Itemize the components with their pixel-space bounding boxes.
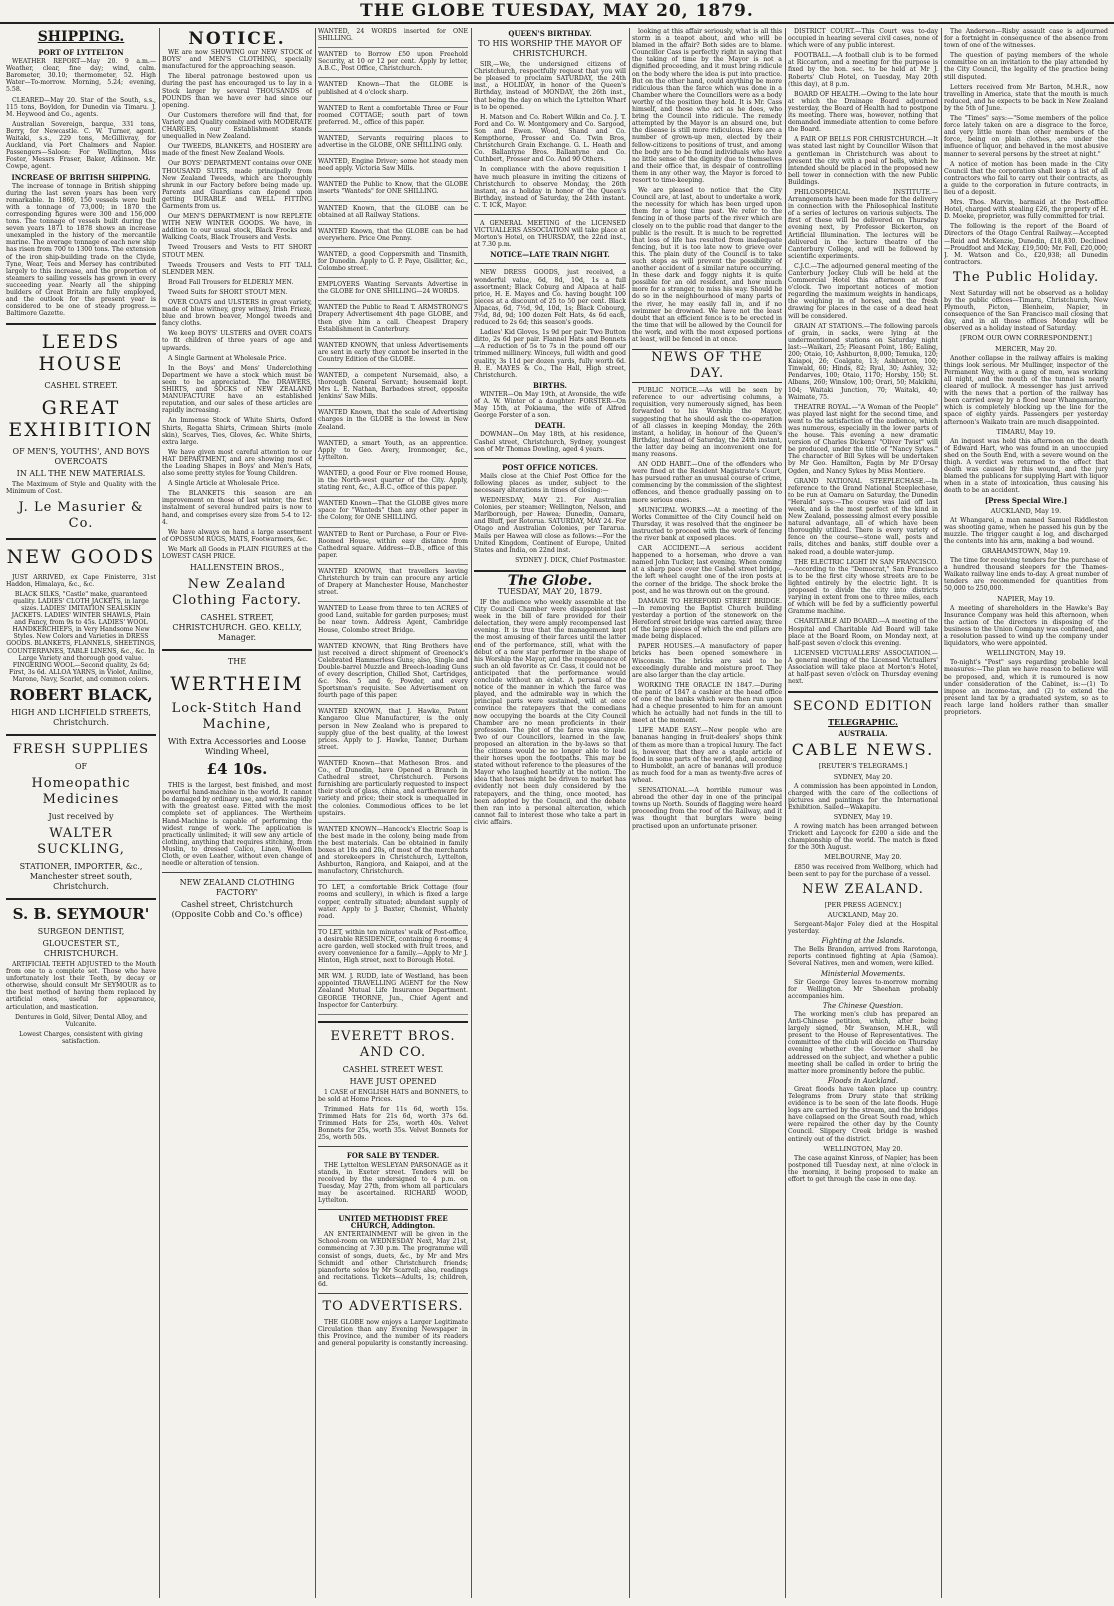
post-office-items: WEDNESDAY, MAY 21. For Australian Colonies, per steamer; Wellington, Nelson, and Marlborough, per Hawea; Dunedin, Oamaru, and Bluff, per Rotorua. SATURDAY, MAY 24. For Otago and Australian Colonies, per Tararua. Mails per Hawea will close as follows:—For the United Kingdom, Continent of Europe, United States and India, on 22nd inst. xyxy=(474,497,626,554)
notice-paragraph: We Mark all Goods in PLAIN FIGURES at the LOWEST CASH PRICE. xyxy=(162,545,312,560)
wertheim-the: THE xyxy=(227,657,247,667)
news-paragraph: MUNICIPAL WORKS.—At a meeting of the Works Committee of the City Council held on Thursday, it was resolved that the engineer be instructed to proceed with the work of fencing the river bank at exposed places. xyxy=(632,506,782,542)
dateline-timaru: TIMARU, May 19. xyxy=(996,427,1056,436)
classified-ad xyxy=(318,251,468,278)
column-rule xyxy=(159,28,160,1598)
news-paragraph: SENSATIONAL.—A horrible rumour was abroad the other day in one of the principal towns up North. Sounds of flagging were heard proceeding from the roof of the Railway, and it was thought that burglars were being practised upon an unfortunate prisoner. xyxy=(632,787,782,830)
post-office-heading: POST OFFICE NOTICES. xyxy=(502,462,598,472)
divider xyxy=(474,570,626,572)
floods-heading: Floods in Auckland. xyxy=(827,1076,899,1085)
classified-ad xyxy=(318,158,468,178)
classified-ad-text: WANTED to Rent a comfortable Three or Four roomed COTTAGE; south part of town preferred. M., office of this paper. xyxy=(318,104,468,126)
notice-paragraph: The liberal patronage bestowed upon us during the past has encouraged us to lay in a Stock larger by several THOUSANDS of POUNDS than we have ever had since our opening. xyxy=(162,73,312,109)
birthday-reply: In compliance with the above requisition I have much pleasure in inviting the citizens of Christchurch to observe Monday, the 26th instant, as a holiday in honor of the Queen's Birthday, instead of Saturday, the 24th instant. C. T. ICK, Mayor. xyxy=(474,166,626,209)
local-paragraph: FOOTBALL.—A football club is to be formed at Riccarton, and a meeting for the purpose is fixed by the hon. sec. to be held at Mr J. Roberts' Club Hotel, on Tuesday, May 20th (this day), at 8 p.m. xyxy=(788,52,938,88)
leader-article: IF the audience who weekly assemble at the City Council Chamber were disappointed last week in the bill of fare provided for their delectation, they were amply recompensed last evening. It is true that the management kept the most amusing of their farces until the latter end of the performance, still, what with the début of a new star performer in the shape of his Worship the Mayor, and the reappearance of such an old favorite as Cr. Cass, it could not be anticipated that the performance would conclude without an éclat. A perusal of the notice of the manner in which the farce was played, and the admirable way in which the principal parts were sustained, will at once convince the ratepayers that the comedians now occupying the boards at the City Council Chamber are no mean proficients in their profession. The plot of the farce was simple. Two of our Councillors, learned in the law, proposed an alteration in the by-laws so that the citizens would be no longer able to lead their horses upon the footpaths. This may be stated without reference to the pleasures of the Mayor who laughed heartily at the notion. The idea that horses might be driven to market has evidently not been duly considered by the ratepayers, and the thing, once mooted, has been adopted by the Council, and the debate then ran into a personal altercation, which cannot fail to interest those who take a part in civic affairs. xyxy=(474,599,626,826)
classified-ad xyxy=(318,372,468,406)
news-paragraph: PUBLIC NOTICE.—As will be seen by reference to our advertising columns, a requisition, very numerously signed, has been forwarded to his Worship the Mayor, suggesting that he should ask the co-operation of all classes in keeping Monday, the 26th instant, a holiday, in honour of the Queen's Birthday, instead of Saturday, the 24th instant, the latter day being an inconvenient one for many reasons. xyxy=(632,387,782,458)
fighting-heading: Fighting at the Islands. xyxy=(821,937,905,946)
wertheim-title: WERTHEIM xyxy=(170,673,304,696)
classified-ad xyxy=(318,342,468,369)
local-paragraph: GRAIN AT STATIONS.—The following parcels of grain, in sacks, were lying at the undermentioned stations on Saturday night last:—Waikari, 25; Pleasant Point, 186; Ealing, 200; Otaio, 10; Ashburton, 8,000; Temuka, 120; Kaiapoi, 26; Coalgate, 13; Ashburton, 100; Tinwald, 60; Hinds, 82; Ryal, 30; Ashley, 32; Pendarves, 100; Otaio, 1170; Horsby, 150; St. Albans, 260; Winslow, 100; Orari, 50; Makikihi, 104; Waitaki Junction, 70; Waitaki, 40; Waimate, 75. xyxy=(788,322,938,401)
misc-paragraph: Mrs. Thos. Marvin, barmaid at the Post-office Hotel, charged with stealing £26, the property of H. D. Moeke, proprietor, was fully committed for trial. xyxy=(944,199,1108,221)
everett-street: CASHEL STREET WEST. xyxy=(342,1064,444,1074)
notice-heading: NOTICE. xyxy=(188,29,286,49)
late-train-title: NOTICE—LATE TRAIN NIGHT. xyxy=(490,250,610,260)
classified-ad-text: WANTED Known, that the GLOBE can be obtained at all Railway Stations. xyxy=(318,204,468,219)
chinese-text: The working men's club has prepared an Anti-Chinese petition, which, after being largely signed, Mr Swanson, M.H.R., will present to the House of Representatives. The committee of the club will decide on Thursday evening whether the Governor shall be addressed on the subject, and whether a public meeting shall be called in order to bring the matter more prominently before the public. xyxy=(788,1010,938,1075)
press-special-wire-heading: [Press Special Wire.] xyxy=(984,496,1068,506)
news-paragraph: PAPER HOUSES.—A manufactory of paper bricks has been opened somewhere in Wisconsin. The bricks are said to be exceedingly durable and moisture proof. They are also larger than the clay article. xyxy=(632,643,782,679)
classified-ad-text: WANTED, a good Four or Five roomed House, in the North-west quarter of the City. Apply, stating rent, &c., A.B.C., office of this paper. xyxy=(318,469,468,492)
nzcf2-sub: Cashel street, Christchurch (Opposite Cobb and Co.'s office) xyxy=(171,900,303,920)
classified-ad xyxy=(318,105,468,132)
new-goods-title: NEW GOODS xyxy=(6,545,156,568)
seymour-title: S. B. SEYMOUR' xyxy=(12,904,150,923)
classified-ad-text: WANTED KNOWN—Hancock's Electric Soap is the best made in the colony, being made from the best materials. Can be obtained in family boxes at 10s and 20s, of most of the merchants and storekeepers in Christchurch, Lyttelton, Ashburton, Rangiora, and Kaiapoi, and at the manufactory, Christchurch. xyxy=(318,825,468,876)
ministerial-text: Sir George Grey leaves to-morrow morning for Wellington. Mr Sheehan probably accompanies him. xyxy=(788,978,938,1000)
cable-news-heading: CABLE NEWS. xyxy=(791,740,935,760)
deaths-text: DOWMAN—On May 18th, at his residence, Cashel street, Christchurch, Sydney, youngest son of Mr Thomas Dowling, aged 4 years. xyxy=(474,431,626,453)
births-text: WINTER—On May 19th, at Avonside, the wife of A. W. Winter of a daughter. FORSTER—On May 15th, at Pokiauma, the wife of Alfred George Forster of a son. xyxy=(474,390,626,420)
notice-paragraph: An Immense Stock of White Shirts, Oxford Shirts, Regatta Shirts, Crimean Shirts (mole skin), Scarves, Ties, Gloves, &c. White Shirts, extra large. xyxy=(162,417,312,446)
misc-paragraph: The Anderson—Risby assault case is adjourned for a fortnight in consequence of the absence from town of one of the witnesses. xyxy=(944,28,1108,50)
misc-paragraphs xyxy=(944,28,1108,266)
seymour-street: GLOUCESTER ST., CHRISTCHURCH. xyxy=(42,938,120,958)
column-rule xyxy=(471,28,472,1598)
classified-ad xyxy=(318,181,468,201)
dress-goods-text: NEW DRESS GOODS, just received, a wonderful value, 6d, 8d, 10d, 1s a full assortment; Black Coburg and Alpaca at half-price, H. E. Mayes and Co. having bought 100 pieces at a discount of 25 to 50 per cent. Black Alpacas, 6d, 7½d, 9d, 10d, 1s; Black Cobourg, 7½d, 8d, 9d; 100 dozen Felt Hats, 4s 6d each, reduced to 2s 6d; this season's goods. xyxy=(474,269,626,327)
notice-paragraph: OVER COATS and ULSTERS in great variety, made of blue witney, grey witney, Irish Frieze, blue and brown beaver, Mongol tweeds and fancy cloths. xyxy=(162,299,312,328)
column-rule xyxy=(785,28,786,1598)
divider xyxy=(474,214,626,215)
press-agency-tag: [PER PRESS AGENCY.] xyxy=(824,900,902,909)
notice-paragraph: Tweed Trousers and Vests to FIT SHORT STOUT MEN. xyxy=(162,244,312,259)
auckland-text: Sergeant-Major Foley died at the Hospital yesterday. xyxy=(788,920,938,936)
classified-ad-text: WANTED the Public to Read T. ARMSTRONG'S Drapery Advertisement 4th page GLOBE, and then give him a call. Cheapest Drapery Establishment in Canterbury. xyxy=(318,304,468,333)
classified-ad-text: WANTED to Rent or Purchase, a Four or Five-Roomed House, within easy distance from Cathedral square. Address—D.B., office of this paper. xyxy=(318,530,468,559)
column-6 xyxy=(788,28,938,1598)
classified-ad xyxy=(318,228,468,248)
column-5 xyxy=(632,28,782,1598)
grahamstown-text: The time for receiving tenders for the purchase of a hundred thousand sleepers for the Thames-Waikato railway line ends to-day. A great number of tenders are recommended for quantities from 50,000 to 250,000. xyxy=(944,557,1108,593)
divider xyxy=(318,1293,468,1294)
tender-title: FOR SALE BY TENDER. xyxy=(346,1151,440,1161)
classified-ad xyxy=(318,531,468,565)
classified-ad-text: WANTED KNOWN, that travellers leaving Christchurch by train can procure any article of Drapery at Manchester House, Manchester street. xyxy=(318,567,468,597)
classified-ad xyxy=(318,708,468,757)
seymour-text: ARTIFICIAL TEETH ADJUSTED to the Mouth from one to a complete set. Those who have unfortunately lost their Teeth, by decay or otherwise, should consult Mr SEYMOUR as to the best method of having them replaced by artificial ones, useful for appearance, articulation, and mastication. xyxy=(6,960,156,1011)
nzcf2-title: NEW ZEALAND CLOTHING FACTORY' xyxy=(179,878,295,898)
column-4 xyxy=(474,28,626,1598)
classified-ad xyxy=(318,28,468,48)
telegraphic-heading: TELEGRAPHIC. xyxy=(828,717,898,728)
homeopathic-sub: Just received by xyxy=(48,811,114,821)
new-goods-list: BLACK SILKS, "Castle" make, guaranteed quality. LADIES' CLOTH JACKETS, in large sizes. LADIES' IMITATION SEALSKIN JACKETS. LADIES' WINTER SHAWLS, Plain and Fancy, from 9s to 45s. LADIES' WOOL HANDKERCHIEFS, in Very Handsome New Styles. New Colors and Varieties in DRESS GOODS. BLANKETS, FLANNELS, SHEETINGS, COUNTERPANES, TABLE LINENS, &c., &c. In Large Variety and thorough good value. FINGERING WOOL—Second quality, 2s 6d; First, 3s 6d. ALLOA YARNS, in Violet, Aniline, Marone, Navy, Scarlet, and common colors. xyxy=(6,590,156,683)
second-edition-heading: SECOND EDITION xyxy=(793,699,933,715)
local-paragraph: DISTRICT COURT.—This Court was to-day occupied in hearing several civil cases, none of which were of any public interest. xyxy=(788,28,938,50)
robert-black-sub: HIGH AND LICHFIELD STREETS, Christchurch. xyxy=(11,707,151,727)
local-paragraph: THEATRE ROYAL.—"A Woman of the People" was played last night for the second time, and went to the satisfaction of the audience, which was numerous, especially in the lower parts of the house. This evening a new dramatic version of Charles Dickens' "Oliver Twist" will be produced, under the title of "Nancy Sykes." The character of Bill Sykes will be undertaken by Mr Geo. Hamilton, Fagin by Mr D'Orsay Ogden, and Nancy Sykes by Miss Montiere. xyxy=(788,403,938,475)
classified-ad-text: WANTED Known—That the GLOBE gives more space for "Wanteds" than any other paper in the Colony, for ONE SHILLING. xyxy=(318,500,468,522)
classified-ad-text: WANTED, a good Coppersmith and Tinsmith, for Dunedin. Apply to G. P. Paye, Gisilitter, &c., Colombo street. xyxy=(318,250,468,273)
shipping-heading: SHIPPING. xyxy=(37,29,125,45)
divider xyxy=(6,898,156,900)
methodist-title: UNITED METHODIST FREE CHURCH, Addington. xyxy=(338,1214,448,1231)
sydney-1-text: A commission has been appointed in London, charged with the care of the collections of pictures and paintings for the International Exhibition. Sailed—Wakapitu. xyxy=(788,782,938,811)
classified-ad-text: WANTED Known—that Matheson Bros. and Co., of Dunedin, have Opened a Branch in Cathedral street, Christchurch. Persons furnishing are particularly requested to inspect their stock of glass, china, and earthenware for variety and price; their stock is unequalled in the colonies. Commodious offices to be let upstairs. xyxy=(318,759,468,817)
divider xyxy=(162,649,312,651)
great-exhibition-text: The Maximum of Style and Quality with the Minimum of Cost. xyxy=(6,481,156,496)
wertheim-accessories: With Extra Accessories and Loose Winding Wheel, xyxy=(168,737,306,757)
column-rule xyxy=(315,28,316,1598)
auckland-19-text: At Whangarei, a man named Samuel Riddleston was shooting game, when he passed his gun by the muzzle. The trigger caught a log, and discharged the contents into his arm, making a bad wound. xyxy=(944,516,1108,545)
imports-heading: INCREASE OF BRITISH SHIPPING. xyxy=(11,172,151,182)
classified-ad xyxy=(318,440,468,467)
divider xyxy=(788,691,938,693)
classified-ad-text: WANTED Known, that the scale of Advertising charges in the GLOBE is the lowest in New Zealand. xyxy=(318,409,468,431)
birthday-names: H. Matson and Co. Robert Wilkin and Co. J. T. Ford and Co. W. Montgomery and Co. Sargood, Son and Ewen. Wood, Shand and Co. Kempthorne, Prosser and Co. Twin Bros, Christchurch Grain Exchange. G. L. Heath and Co. Ballantyne Bros. Ballantyne and Co. Cuthbert, Prosser and Co. And 90 Others. xyxy=(474,113,626,164)
divider xyxy=(6,323,156,325)
divider xyxy=(318,1146,468,1147)
notice-paragraph: We have given most careful attention to our HAT DEPARTMENT, and are showing most of the Leading Shapes in Boys' and Men's Hats, also some pretty styles for Young Children. xyxy=(162,448,312,478)
local-paragraphs xyxy=(788,28,938,685)
everett-title: EVERETT BROS. AND CO. xyxy=(330,1028,456,1060)
sydney-2-text: A rowing match has been arranged between Trickett and Laycock for £200 a side and the championship of the world. The match is fixed for the 30th August. xyxy=(788,823,938,852)
hallenstein-name: HALLENSTEIN BROS., xyxy=(189,563,285,573)
misc-paragraph: The question of paying members of the whole committee on an invitation to the play attended by the City Council, the legality of the practice being still disputed. xyxy=(944,52,1108,81)
nzcf-street: CASHEL STREET, CHRISTCHURCH. GEO. KELLY, Manager. xyxy=(172,613,302,643)
news-paragraph: AN ODD HABIT.—One of the offenders who were fined at the Resident Magistrate's Court, has pursued rather an unusual course of crime, commencing by the commission of the slightest offences, and thence gradually passing on to more serious ones. xyxy=(632,461,782,504)
notice-paragraph: In the Boys' and Mens' Underclothing Department we have a stock which must be seen to be appreciated. The DRAWERS, SHIRTS, and SOCKS of NEW ZEALAND MANUFACTURE have an established reputation, and our sales of these articles are rapidly increasing. xyxy=(162,364,312,415)
classified-ad xyxy=(318,135,468,155)
classified-ad xyxy=(318,500,468,527)
advertisers-title: TO ADVERTISERS. xyxy=(322,1299,464,1314)
dateline-napier: NAPIER, May 19. xyxy=(997,594,1055,603)
leader-continued: looking at this affair seriously, what is all this storm in a teapot about, and who will be blamed in the affair? Both sides are to blame. Councillor Cass is perfectly right in saying that the taking of time by the Mayor is not a dignified proceeding, and it must bring ridicule on the body where the idea is put into practice. But on the other hand, could anything be more ridiculous than the farce which was done in a Chamber where the Councillors were as a body worthy of the position they hold. It is Mr. Cass himself, and those who act as he does, who bring the Council into ridicule. The remedy attempted by the Mayor is an absurd one, but the disease is still more ridiculous. Here are a number of grown-up men, elected by their fellow-citizens to positions of trust, and among the body are to be found individuals who have no little sense of the dignity due to themselves and their office that, in despair of controlling them in any other way, the Mayor is forced to resort to time-keeping. xyxy=(632,28,782,184)
misc-paragraph: Letters received from Mr Barton, M.H.R., now travelling in America, state that the mouth is much reduced, and he expects to be back in New Zealand by the 5th of June. xyxy=(944,83,1108,112)
birthday-text: SIR,—We, the undersigned citizens of Christchurch, respectfully request that you will be pleased to proclaim SATURDAY, the 24th inst., a HOLIDAY, in honor of the Queen's Birthday, instead of MONDAY, the 26th inst., that being the day on which the Lyttelton Wharf is to be opened. xyxy=(474,61,626,111)
advertisers-text: THE GLOBE now enjoys a Larger Legitimate Circulation than any Evening Newspaper in this Province, and the number of its readers and general popularity is constantly increasing. xyxy=(318,1319,468,1348)
napier-text: A meeting of shareholders in the Hawke's Bay Insurance Company was held this afternoon, when the action of the directors in disposing of the business to the Union Company was confirmed, and a resolution passed to wind up the company under liquidators, who were appointed. xyxy=(944,604,1108,648)
methodist-text: AN ENTERTAINMENT will be given in the School-room on WEDNESDAY Next, May 21st, commencing at 7.30 p.m. The programme will consist of songs, duets, &c., by Mr and Mrs Schmidt and other Christchurch friends; pianoforte solos by Mr Scarrell; also, readings and recitations. Tickets—Adults, 1s; children, 6d. xyxy=(318,1231,468,1288)
imports-text: The increase of tonnage in British shipping during the last seven years has been very remarkable. In 1860, 150 vessels were built with a tonnage of 73,000; in 1870 the corresponding figures were 300 and 156,000 tons. The tonnage of vessels built during the seven years 1871 to 1878 shows an increase unexampled in the history of the mercantile marine. The average tonnage of each new ship has risen from 700 to 1300 tons. The extension of the iron ship-building trade on the Clyde, Tyne, Wear, Tees and Mersey has contributed largely to this increase, and the proportion of steamers to sailing vessels has grown in every succeeding year. Nearly all the shipping builders of Great Britain are fully employed, and the outlook for the present year is considered to be one of steady progress.—Baltimore Gazette. xyxy=(6,182,156,318)
great-exhibition-sub: OF MEN'S, YOUTHS', AND BOYS OVERCOATS xyxy=(12,447,150,467)
notice-paragraph: We keep BOYS' ULSTERS and OVER COATS to fit children of three years of age and upwards. xyxy=(162,330,312,352)
column-rule xyxy=(629,28,630,1598)
local-paragraph: GRAND NATIONAL STEEPLECHASE.—In reference to the Grand National Steeplechase, to be run at Oamaru on Saturday, the Dunedin "Herald" says:—The course was laid off last week, and is the most perfect of the kind in New Zealand, possessing almost every possible natural advantage, all of which have been thoroughly utilized. There is every variety of fence on the course—stone wall, posts and rails, ditches and banks, stiff double over a naked road, a double water-jump. xyxy=(788,477,938,556)
suckling-sub: STATIONER, IMPORTER, &c., Manchester street south, Christchurch. xyxy=(19,861,143,891)
wertheim-text: THIS is the largest, best finished, and most powerful hand-machine in the world. It cannot be damaged by ordinary use, and works rapidly with the greatest ease. Fitted with the most complete set of appliances. The Wertheim Hand-Machine is capable of performing the widest range of work. The application is practically unlimited; it will sew any article of clothing, anything that requires stitching, from Muslin, to dressed Calico, Linen, Woollen Cloth, or even Leather, without even change of needle or alteration of tension. xyxy=(162,782,312,868)
deaths-heading: DEATH. xyxy=(534,421,566,431)
departures-text: Australian Sovereign, barque, 331 tons, Berry, for Newcastle. C. W. Turner, agent. Waitaki, s.s., 229 tons, McGillivray, for Auckland, via Port Chalmers and Napier. Passengers—Saloon: For Wellington, Miss Foster, Messrs Fraser, Baker, Atkinson. Mr. Cowpe, agent. xyxy=(6,120,156,171)
classified-ad xyxy=(318,81,468,101)
birthday-title: QUEEN'S BIRTHDAY. xyxy=(508,29,592,38)
notice-paragraph: Our MEN'S DEPARTMENT is now REPLETE WITH NEW WINTER GOODS. We have, in addition to our usual stock, Black Frocks and Walking Coats, Black Trousers and Vests. xyxy=(162,213,312,242)
local-paragraph: LICENSED VICTUALLERS' ASSOCIATION.—A general meeting of the Licensed Victuallers' Association will take place at Morton's Hotel, at half-past seven o'clock on Thursday evening next. xyxy=(788,649,938,686)
divider xyxy=(318,1209,468,1210)
notice-paragraph: We have always on hand a large assortment of OPOSSUM RUGS, MATS, Footwarmers, &c. xyxy=(162,528,312,543)
birthday-to: TO HIS WORSHIP THE MAYOR OF CHRISTCHURCH. xyxy=(478,39,622,59)
dateline-sydney-1: SYDNEY, May 20. xyxy=(833,772,893,781)
victuallers-meeting: A GENERAL MEETING of the LICENSED VICTUALLERS ASSOCIATION will take place at Morton's Hotel, on THURSDAY, the 22nd inst., at 7.30 p.m. xyxy=(474,219,626,249)
news-paragraphs xyxy=(632,387,782,830)
tender-text: THE Lyttelton WESLEYAN PARSONAGE as it stands, in Exeter street. Tenders will be received by the undersigned to 4 p.m. on Tuesday, May 27th, from whom all particulars may be ascertained. RICHARD WOOD, Lyttelton. xyxy=(318,1161,468,1204)
column-3 xyxy=(318,28,468,1598)
notice-paragraphs xyxy=(162,49,312,560)
robert-black-title: ROBERT BLACK, xyxy=(9,685,153,704)
globe-date: TUESDAY, MAY 20, 1879. xyxy=(497,587,603,596)
ministerial-heading: Ministerial Movements. xyxy=(820,969,906,978)
homeopathic-title: Homeopathic Medicines xyxy=(31,775,131,807)
classified-ad-text: WANTED, a competent Nursemaid, also, a thorough General Servant; housemaid kept. Mrs L. E. Nathan, Barbadoes street, opposite Jenkins' Saw Mills. xyxy=(318,372,468,401)
notice-paragraph: Our Customers therefore will find that, for Variety and Quality combined with MODERATE CHARGES, our Establishment stands unequalled in New Zealand. xyxy=(162,111,312,141)
dateline-auckland-19: AUCKLAND, May 19. xyxy=(990,506,1062,515)
dateline-auckland: AUCKLAND, May 20. xyxy=(827,910,899,919)
lemasurier-name: J. Le Masurier & Co. xyxy=(18,499,144,531)
classified-ad-text: WANTED KNOWN, that Ring Brothers have just received a direct shipment of Greenock's Celebrated Hammerless Guns; also, Single and Double-barrel Muzzle and Breech-loading Guns of every description, Chilled Shot, Cartridges, &c. Nos. 5 and 6; Powder, and every Sportsman's requisite. See Advertisement on fourth page of this paper. xyxy=(318,642,468,700)
port-heading: PORT OF LYTTELTON xyxy=(38,48,124,57)
classified-ad xyxy=(318,643,468,706)
column-1 xyxy=(6,28,156,1598)
masthead: THE GLOBE TUESDAY, MAY 20, 1879. xyxy=(0,0,1114,24)
local-paragraph: PHILOSOPHICAL INSTITUTE.—Arrangements have been made for the delivery in connection with the Philosophical Institute of a series of lectures on various subjects. The first of these will be delivered on Thursday evening next, by Professor Bickerton, on Artificial Illumination. The lectures will be delivered in the lecture theatre of the Canterbury College, and will be followed by scientific experiments. xyxy=(788,188,938,260)
classified-ad xyxy=(318,304,468,338)
seymour-charges: Lowest Charges, consistent with giving satisfaction. xyxy=(19,1030,143,1045)
classified-ad-text: WANTED, Servants requiring places to advertise in the GLOBE, ONE SHILLING only. xyxy=(318,134,468,150)
dateline-mercer: MERCER, May 20. xyxy=(995,344,1057,353)
leeds-street: CASHEL STREET. xyxy=(44,381,118,391)
divider xyxy=(318,1021,468,1023)
wertheim-sub: Lock-Stitch Hand Machine, xyxy=(171,701,303,733)
fresh-supplies-of: OF xyxy=(74,761,88,771)
misc-paragraph: A notice of motion has been made in the City Council that the corporation shall keep a list of all contractors who fail to carry out their contracts, as a guide to the corporation in future contracts, in lieu of a deposit. xyxy=(944,160,1108,196)
divider xyxy=(6,538,156,540)
divider xyxy=(162,872,312,873)
nzcf-title: New Zealand Clothing Factory. xyxy=(172,577,302,609)
classified-ad-text: WANTED KNOWN, that unless Advertisements are sent in early they cannot be inserted in the Country Edition of the GLOBE. xyxy=(318,341,468,363)
leader-fencing: We are pleased to notice that the City Council are, at last, about to undertake a work, the necessity for which has been urged upon them for a long time past. We refer to the fencing in of those parts of the river which are closely on to the public road that danger to the public is the result. It is much to be regretted that loss of life has resulted from inadequate fencing, but it is too late now to grieve over this. The plain duty of the Council is to take such steps as will prevent the possibility of another accident of a similar nature occurring. In these dark and foggy nights it is quite possible for an old resident, and how much more for a stranger, to miss his way. Should he do so in the neighbourhood of many parts of the river, he may easily fall in, and if no swimmer be drowned. We have not the least doubt that an efficient fence is to be erected in the time that will be allowed by the Council for the work, and with the most exposed portions at least, will be fenced in at once. xyxy=(632,187,782,344)
column-7 xyxy=(944,28,1108,1598)
mercer-text: Another collapse in the railway affairs is making things look serious. Mr Mullinger, inspector of the Permanent Way, with a gang of men, was working all night, and the mouth of the tunnel is nearly cleared of mullock. A messenger has just arrived with the news that a portion of the railway has been carried away by a flood near Whangamarino, which is completely blocking up the line for the space of eighty yards. Passengers per yesterday afternoon's Waikato train are much disappointed. xyxy=(944,354,1108,426)
news-of-day-heading: NEWS OF THE DAY. xyxy=(632,349,782,383)
dateline-melbourne: MELBOURNE, May 20. xyxy=(824,853,902,862)
timaru-text: An inquest was held this afternoon on the death of Edward Hart, who was found in an unoccupied shed on the South End, with a severe wound on the thigh. A verdict was returned to the effect that death was caused by this wound, and the jury blamed the publicans for supplying Hart with liquor when in a state of intoxication, thus causing his death to be an accident. xyxy=(944,437,1108,495)
wellington-text: The case against Kinross, of Napier, has been postponed till Tuesday next, at nine o'clock in the morning, it being proposed to make an effort to get through the case in one day. xyxy=(788,1154,938,1184)
news-paragraph: WORKING THE ORACLE IN 1847.—During the panic of 1847 a cashier at the head office of one of the banks which were then run upon had a cheque presented to him for an amount which he actually had not funds in the till to meet at the moment. xyxy=(632,681,782,725)
misc-paragraph: The "Times" says:—"Some members of the police force lately taken on are a disgrace to the force, and very little more than other members of the force, being on plain clothes, are under the influence of liquor, and behaved in the most abusive manner to several persons by the street at night." xyxy=(944,115,1108,158)
postmaster-name: SYDNEY J. DICK, Chief Postmaster. xyxy=(515,556,626,564)
weather-report: WEATHER REPORT—May 20. 9 a.m.—Weather, clear, fine day; wind, calm. Barometer, 30.10; thermometer, 52. High Water—To-morrow. Morning, 5.24; evening, 5.58. xyxy=(6,58,156,94)
column-rule xyxy=(941,28,942,1598)
wellington-19-text: To-night's "Post" says regarding probable local measures:—The plan we have reason to believe will be proposed, and, which it is rumoured is now under consideration of the Cabinet, is:—(1) To impose an income-tax, and (2) to extend the present land tax by a graduated system, so as to reach large land holders rather than smaller proprietors. xyxy=(944,659,1108,716)
local-paragraph: C.J.C.—The adjourned general meeting of the Canterbury Jockey Club will be held at the Commercial Hotel this afternoon at four o'clock. Two important notices of motion regarding the maximum weights in handicaps, the weighing in of horses, and the fresh drawing for places in the case of a dead heat will be considered. xyxy=(788,262,938,320)
local-paragraph: CHARITABLE AID BOARD.—A meeting of the Hospital and Charitable Aid Board will take place at the Board Room, on Monday next, at half-past seven o'clock this evening. xyxy=(788,618,938,647)
fresh-supplies-title: FRESH SUPPLIES xyxy=(12,741,150,757)
classified-ad-text: TO LET, within ten minutes' walk of Post-office, a desirable RESIDENCE, containing 6 rooms; 4 acre garden, well stocked with fruit trees, and every convenience for a family.—Apply to Mr J. Hinton, High street, next to Borough Hotel. xyxy=(318,928,468,965)
great-exhibition-title: GREAT EXHIBITION xyxy=(8,397,154,442)
post-office-text: Mails close at the Chief Post Office for the following places as under, subject to the necessary alterations in times of closing:— xyxy=(474,472,626,494)
notice-paragraph: WE are now SHOWING our NEW STOCK of BOYS' and MEN'S CLOTHING, specially manufactured for the approaching season. xyxy=(162,49,312,71)
classified-ad-text: WANTED Known, that the GLOBE can be had everywhere. Price One Penny. xyxy=(318,227,468,242)
notice-paragraph: Broad Fall Trousers for ELDERLY MEN. xyxy=(168,278,294,286)
chinese-heading: The Chinese Question. xyxy=(822,1001,904,1010)
classified-ad-text: WANTED to Lease from three to ten ACRES of good Land, suitable for garden purposes; must be near town. Address Agent, Cambridge House, Colombo street Bridge. xyxy=(318,605,468,634)
news-paragraph: CAR ACCIDENT.—A serious accident happened to a horseman, who drove a van named John Tucker, last evening. When coming at a sharp pace over the Cashel street bridge, the left wheel caught one of the iron posts at the corner of the bridge. The shock broke the post, and he was thrown out on the ground. xyxy=(632,545,782,595)
own-correspondent-tag: [FROM OUR OWN CORRESPONDENT.] xyxy=(960,334,1092,343)
local-paragraph: THE ELECTRIC LIGHT IN SAN FRANCISCO.—According to the "Democrat," San Francisco is to be the first city whose streets are to be lighted entirely by the electric light. It is proposed to divide the city into districts varying in extent from one to three miles, each of which will be fed by a sufficiently powerful Gramme machine. xyxy=(788,558,938,616)
classified-ad-text: WANTED KNOWN, that J. Hawke, Patent Kangaroo Glue Manufacturer, is the only person in New Zealand who is prepared to supply glue of the best quality, at the lowest prices. Apply to J. Hawke, Tanner, Durham street. xyxy=(318,708,468,751)
classified-ad-text: TO LET, a comfortable Brick Cottage (four rooms and scullery), in which is fixed a large copper, centrally situated; abundant supply of water. Apply to J. Baxter, Chemist, Whately road. xyxy=(318,884,468,920)
column-2 xyxy=(162,28,312,1598)
classified-ad xyxy=(318,281,468,301)
classified-ad xyxy=(318,605,468,639)
classified-ad xyxy=(318,884,468,925)
seymour-dentures: Dentures in Gold, Silver, Dental Alloy, and Vulcanite. xyxy=(15,1013,147,1028)
everett-text: 1 CASE of ENGLISH HATS and BONNETS, to be sold at Home Prices. xyxy=(318,1088,468,1103)
local-paragraph: BOARD OF HEALTH.—Owing to the late hour at which the Drainage Board adjourned yesterday, the Board of Health had to postpone its meeting. There was, however, nothing that demanded immediate attention to come before the Board. xyxy=(788,90,938,134)
local-paragraph: A FAIR OF BELLS FOR CHRISTCHURCH.—It was stated last night by Councillor Wilson that a gentleman in Christchurch was about to present the city with a peal of bells, which he intended should be placed in the proposed new bell tower in connection with the new Public Buildings. xyxy=(788,136,938,186)
suckling-name: WALTER SUCKLING, xyxy=(37,825,125,857)
notice-paragraph: Our TWEEDS, BLANKETS, and HOSIERY are made of the finest New Zealand Wools. xyxy=(162,143,312,158)
notice-paragraph: A Single Garment at Wholesale Price. xyxy=(168,354,287,362)
classified-ad-text: WANTED Known—That the GLOBE is published at 4 o'clock sharp. xyxy=(318,81,468,96)
news-paragraph: LIFE MADE EASY.—New people who are bananas hanging in fruit-dealers' shops think of them as more than a tropical luxury. The fact is, however, that they are a staple article of food in some parts of the world, and, according to Humboldt, an acre of bananas will produce as much food for a man as twenty-five acres of wheat. xyxy=(632,727,782,784)
great-exhibition-sub2: IN ALL THE NEW MATERIALS. xyxy=(16,469,146,479)
births-heading: BIRTHS. xyxy=(533,380,567,390)
classified-ad-text: WANTED to Borrow £50 upon Freehold Security, at 10 or 12 per cent. Apply by letter, A.B.C., Post Office, Christchurch. xyxy=(318,51,468,73)
public-holiday-text: Next Saturday will not be observed as a holiday by the public offices—Timaru, Christchurch, New Plymouth, Picton, Blenheim, Napier, in consequence of the San Francisco mail closing that day, and in all those offices Monday will be observed as a holiday instead of Saturday. xyxy=(944,289,1108,333)
dateline-wellington: WELLINGTON, May 20. xyxy=(823,1144,903,1153)
everett-prices: Trimmed Hats for 11s 6d, worth 15s. Trimmed Hats for 21s 6d, worth 37s 6d. Trimmed Hats for 25s, worth 40s. Velvet Bonnets for 25s, worth 35s. Velvet Bonnets for 25s, worth 50s. xyxy=(318,1105,468,1142)
dateline-grahamstown: GRAHAMSTOWN, May 19. xyxy=(981,547,1071,555)
classified-ad xyxy=(318,826,468,882)
public-holiday-heading: The Public Holiday. xyxy=(952,269,1100,285)
divider xyxy=(6,734,156,736)
classified-ad xyxy=(318,568,468,602)
cleared-report: CLEARED—May 20. Star of the South, s.s., 115 tons, Boyldon, for Dunedin via Timaru. J. M. Heywood and Co., agents. xyxy=(6,96,156,118)
seymour-sub: SURGEON DENTIST, xyxy=(37,926,125,936)
classified-ad-text: WANTED the Public to Know, that the GLOBE inserts "Wanteds" for ONE SHILLING. xyxy=(318,181,468,196)
divider xyxy=(474,458,626,459)
news-paragraph: DAMAGE TO HEREFORD STREET BRIDGE.—In removing the Baptist Church building yesterday a portion of the stonework on the Hereford street bridge was carried away, three of the large pieces of which the end pillars are made being displaced. xyxy=(632,597,782,641)
dateline-sydney-2: SYDNEY, May 19. xyxy=(833,813,893,821)
notice-paragraph: A Single Article at Wholesale Price. xyxy=(168,480,280,488)
classified-ad-text: MR WM. J. RUDD, late of Westland, has been appointed TRAVELLING AGENT for the New Zealand Mutual Life Insurance Department. GEORGE THORNE, Jun., Chief Agent and Inspector for Canterbury. xyxy=(318,973,468,1009)
fighting-text: The Bells Brandon, arrived from Rarotonga, reports continued fighting at Apia (Samoa). Several Natives, men and women, were killed. xyxy=(788,946,938,968)
everett-opened: HAVE JUST OPENED xyxy=(349,1076,437,1086)
classified-ad-text: WANTED, Engine Driver; some hot steady men need apply. Victoria Saw Mills. xyxy=(318,158,468,173)
wertheim-price: £4 10s. xyxy=(206,760,268,779)
notice-paragraph: Tweeds Trousers and Vests to FIT TALL SLENDER MEN. xyxy=(162,261,312,276)
classified-ad-text: WANTED, 24 WORDS inserted for ONE SHILLING. xyxy=(318,28,468,43)
classified-ad xyxy=(318,51,468,78)
classified-ad xyxy=(318,760,468,823)
floods-text: Great floods have taken place up country. Telegrams from Drury state that striking evidence is to be seen of the late floods. Huge logs are carried by the stream, and the bridges have collapsed on the Great South road, which were repaired the other day by the County Council. Slippery Creek bridge is washed entirely out of the district. xyxy=(788,1085,938,1143)
melbourne-text: £850 was received from Wellborg, which had been sent to pay for the purchase of a vessel. xyxy=(788,863,938,878)
globe-title: The Globe. xyxy=(507,572,593,589)
kid-gloves-text: Ladies' Kid Gloves, 1s 9d per pair. Two Button ditto, 2s 6d per pair. Flannel Hats and Bonnets—A reduction of 5s to 7s in the pound off our trimmed millinery. Winceys, full width and good quality, 3s 11d per dozen yards, fully worth 6d. H. E. MAYES & Co., The Hall, High street, Christchurch. xyxy=(474,329,626,379)
classified-ad xyxy=(318,205,468,225)
classified-ad xyxy=(318,470,468,497)
australia-heading: AUSTRALIA. xyxy=(838,729,888,739)
misc-paragraph: The following is the report of the Board of Directors of the Otago Central Railway.—Accepted—Reid and McKenzie, Dunedin, £18,830. Declined—Proudfoot and McKay, £19,500; Mr. Fell, £20,000; J. M. Watson and Co., £20,938; all Dunedin contractors. xyxy=(944,223,1108,266)
classified-ad xyxy=(318,929,468,970)
classified-ad xyxy=(318,409,468,436)
notice-paragraph: The BLANKETS this season are an improvement on those of last winter, the first instalment of several hundred pairs is now to hand, and comprises every size from 5-4 to 12-4. xyxy=(162,490,312,526)
new-zealand-heading: NEW ZEALAND. xyxy=(802,881,924,897)
leeds-house-title: LEEDS HOUSE xyxy=(38,331,124,376)
new-goods-text: JUST ARRIVED, ex Cape Finisterre, 31st Haddon, Himalaya, &c., &c. xyxy=(6,573,156,588)
dateline-wellington-19: WELLINGTON, May 19. xyxy=(986,649,1066,658)
wanted-ads xyxy=(318,28,468,1015)
notice-paragraph: Tweed Suits for SHORT STOUT MEN. xyxy=(168,288,288,296)
classified-ad-text: EMPLOYERS Wanting Servants Advertise in the GLOBE for ONE SHILLING—24 WORDS. xyxy=(318,281,468,296)
classified-ad xyxy=(318,973,468,1014)
classified-ad-text: WANTED, a smart Youth, as an apprentice. Apply to Geo. Avery, Ironmonger, &c., Lyttelton. xyxy=(318,439,468,461)
divider xyxy=(474,263,626,264)
reuters-tag: [REUTER'S TELEGRAMS.] xyxy=(818,762,908,771)
notice-paragraph: Our BOYS' DEPARTMENT contains over ONE THOUSAND SUITS, made principally from New Zealand Tweeds, which are thoroughly shrunk in our Factory before being made up. Parents and Guardians can depend upon getting DURABLE and WELL FITTING Garments from us. xyxy=(162,160,312,210)
